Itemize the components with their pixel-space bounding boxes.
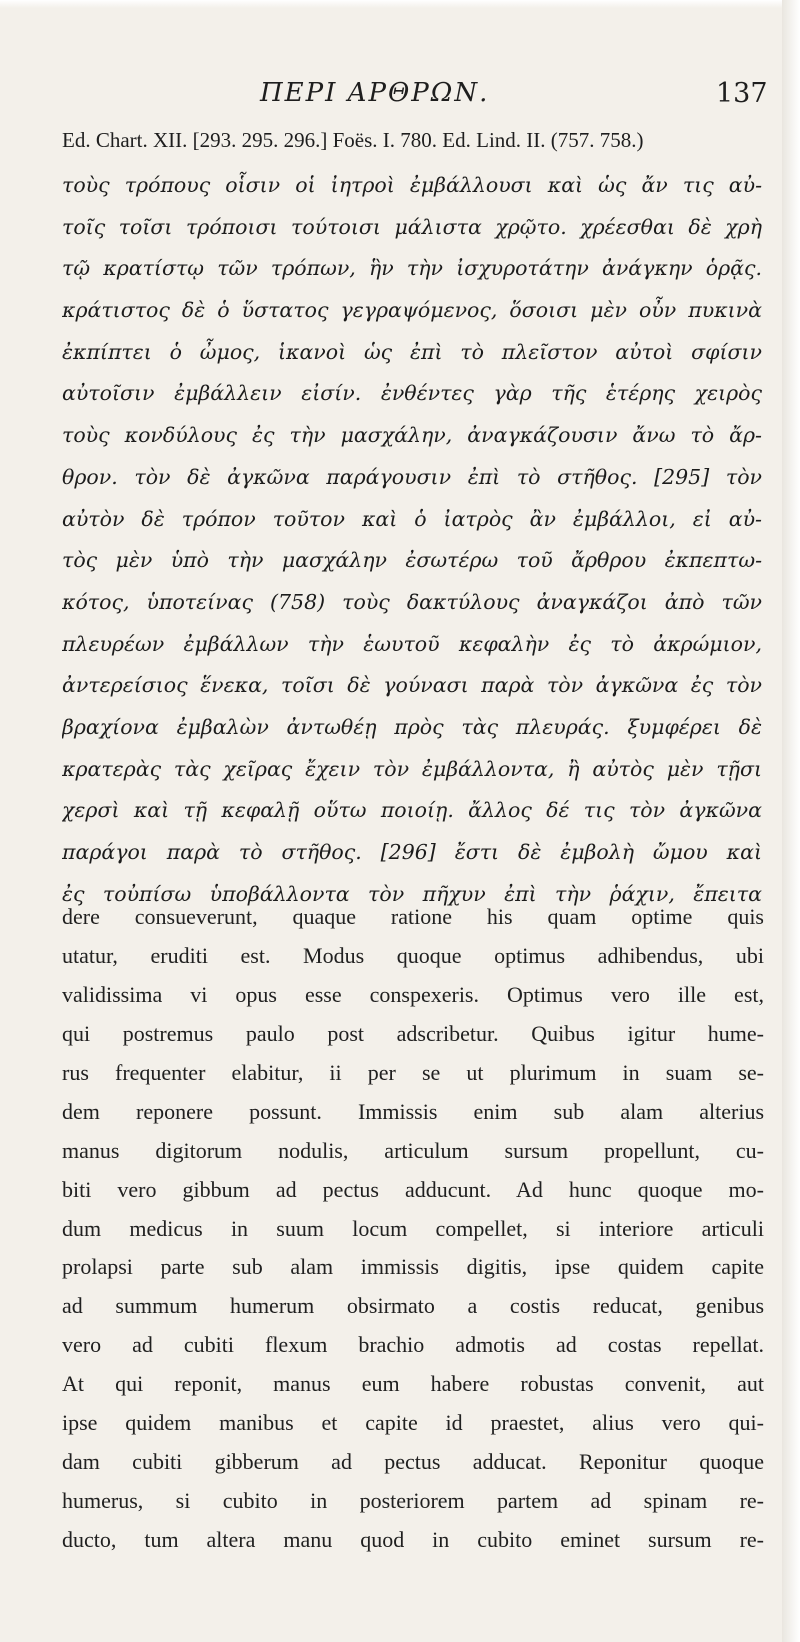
- greek-line: τὸς μὲν ὑπὸ τὴν μασχάλην ἐσωτέρω τοῦ ἄρθρου ἐκπεπτω-: [62, 548, 762, 573]
- latin-line: utatur, eruditi est. Modus quoque optimus adhibendus, ubi: [62, 942, 764, 968]
- greek-line: ἐς τοὐπίσω ὑποβάλλοντα τὸν πῆχυν ἐπὶ τὴν ῥάχιν, ἔπειτα: [62, 881, 762, 906]
- latin-line: rus frequenter elabitur, ii per se ut plurimum in suam se-: [62, 1059, 764, 1085]
- latin-line: validissima vi opus esse conspexeris. Optimus vero ille est,: [62, 981, 764, 1007]
- greek-line: ἀντερείσιος ἕνεκα, τοῖσι δὲ γούνασι παρὰ τὸν ἀγκῶνα ἐς τὸν: [62, 673, 762, 698]
- edition-reference: Ed. Chart. XII. [293. 295. 296.] Foës. I. 780. Ed. Lind. II. (757. 758.): [62, 128, 644, 152]
- greek-line: αὐτὸν δὲ τρόπον τοῦτον καὶ ὁ ἰατρὸς ἂν ἐμβάλλοι, εἰ αὐ-: [62, 506, 762, 531]
- latin-line: ducto, tum altera manu quod in cubito eminet sursum re-: [62, 1527, 764, 1552]
- greek-line: κότος, ὑποτείνας (758) τοὺς δακτύλους ἀναγκάζοι ἀπὸ τῶν: [62, 589, 762, 614]
- running-head-title: ΠΕΡΙ ΑΡΘΡΩΝ.: [260, 78, 490, 108]
- latin-text-block: [62, 898, 764, 1560]
- greek-line: παράγοι παρὰ τὸ στῆθος. [296] ἔστι δὲ ἐμβολὴ ὤμου καὶ: [62, 840, 762, 864]
- latin-line: dem reponere possunt. Immissis enim sub alam alterius: [62, 1098, 764, 1124]
- greek-line: ἐκπίπτει ὁ ὦμος, ἱκανοὶ ὡς ἐπὶ τὸ πλεῖστον αὐτοὶ σφίσιν: [62, 339, 762, 364]
- latin-line: biti vero gibbum ad pectus adducunt. Ad hunc quoque mo-: [62, 1176, 764, 1202]
- latin-line: dum medicus in suum locum compellet, si interiore articuli: [62, 1215, 764, 1241]
- latin-line: manus digitorum nodulis, articulum sursum propellunt, cu-: [62, 1137, 764, 1163]
- latin-line: qui postremus paulo post adscribetur. Quibus igitur hume-: [62, 1020, 764, 1046]
- page-right-edge: [782, 0, 800, 1642]
- greek-line: αὐτοῖσιν ἐμβάλλειν εἰσίν. ἐνθέντες γὰρ τῆς ἑτέρης χειρὸς: [62, 381, 762, 406]
- greek-line: χερσὶ καὶ τῇ κεφαλῇ οὕτω ποιοίῃ. ἄλλος δέ τις τὸν ἀγκῶνα: [62, 798, 762, 823]
- greek-line: πλευρέων ἐμβάλλων τὴν ἑωυτοῦ κεφαλὴν ἐς τὸ ἀκρώμιον,: [62, 631, 762, 656]
- greek-line: τοὺς τρόπους οἷσιν οἱ ἰητροὶ ἐμβάλλουσι καὶ ὡς ἄν τις αὐ-: [62, 173, 762, 197]
- latin-line: humerus, si cubito in posteriorem partem ad spinam re-: [62, 1488, 764, 1514]
- greek-line: κρατερὰς τὰς χεῖρας ἔχειν τὸν ἐμβάλλοντα, ἢ αὐτὸς μὲν τῇσι: [62, 756, 762, 781]
- greek-line: θρον. τὸν δὲ ἀγκῶνα παράγουσιν ἐπὶ τὸ στῆθος. [295] τὸν: [62, 464, 762, 489]
- latin-line: At qui reponit, manus eum habere robustas convenit, aut: [62, 1371, 764, 1397]
- page-number: 137: [716, 78, 768, 109]
- latin-line: dere consueverunt, quaque ratione his quam optime quis: [62, 904, 764, 929]
- greek-line: βραχίονα ἐμβαλὼν ἀντωθέῃ πρὸς τὰς πλευράς. ξυμφέρει δὲ: [62, 714, 762, 739]
- latin-line: ad summum humerum obsirmato a costis reducat, genibus: [62, 1293, 764, 1319]
- page-top-edge: [0, 0, 800, 8]
- latin-line: dam cubiti gibberum ad pectus adducat. Reponitur quoque: [62, 1449, 764, 1475]
- greek-line: τοῖς τοῖσι τρόποισι τούτοισι μάλιστα χρῷτο. χρέεσθαι δὲ χρὴ: [62, 214, 762, 239]
- latin-line: vero ad cubiti flexum brachio admotis ad costas repellat.: [62, 1332, 764, 1358]
- greek-text-block: [62, 165, 762, 915]
- latin-line: ipse quidem manibus et capite id praestet, alius vero qui-: [62, 1410, 764, 1436]
- greek-line: τῷ κρατίστῳ τῶν τρόπων, ἣν τὴν ἰσχυροτάτην ἀνάγκην ὁρᾷς.: [62, 256, 762, 281]
- latin-line: prolapsi parte sub alam immissis digitis, ipse quidem capite: [62, 1254, 764, 1280]
- greek-line: κράτιστος δὲ ὁ ὕστατος γεγραψόμενος, ὅσοισι μὲν οὖν πυκινὰ: [62, 298, 762, 323]
- greek-line: τοὺς κονδύλους ἐς τὴν μασχάλην, ἀναγκάζουσιν ἄνω τὸ ἄρ-: [62, 423, 762, 448]
